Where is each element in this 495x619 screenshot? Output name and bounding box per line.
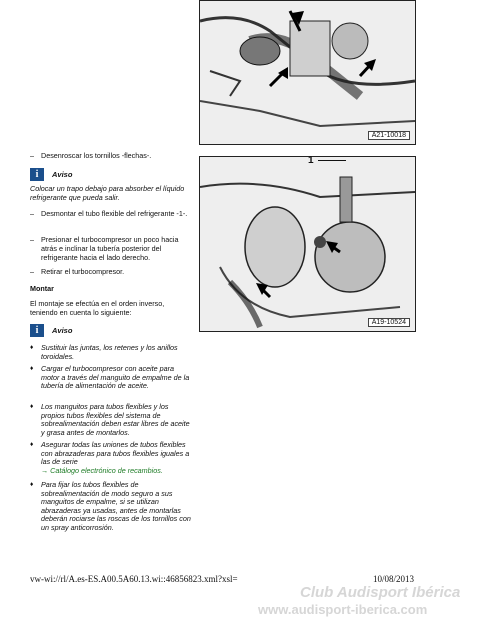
aviso-note [30, 168, 193, 181]
footer-path: vw-wi://rl/A.es-ES.A00.5A60.13.wi::46856823.xml?xsl= [30, 574, 238, 584]
figure-turbo-coolant-drawing [200, 157, 415, 331]
info-icon: i [30, 168, 44, 181]
step-text: – Desenroscar los tornillos -flechas-. [41, 151, 152, 160]
bullet-text: ♦ Cargar el turbocompresor con aceite para motor a través del manguito de empalme de la tubería de alimentación de aceite. [41, 364, 190, 391]
aviso-title: Aviso [52, 170, 73, 179]
step-unscrew [30, 151, 193, 160]
section-heading: Montar [30, 284, 54, 293]
watermark-title: Club Audisport Ibérica [300, 584, 461, 601]
section-intro: El montaje se efectúa en el orden inverso, teniendo en cuenta lo siguiente: [30, 299, 165, 317]
bullet-item [30, 441, 193, 475]
watermark-url: www.audisport-iberica.com [258, 602, 428, 617]
step-text: – Retirar el turbocompresor. [41, 267, 125, 276]
aviso-note-2 [30, 324, 193, 337]
step-text: – Desmontar el tubo flexible del refrigerante -1-. [41, 209, 188, 218]
aviso-text: Colocar un trapo debajo para absorber el líquido refrigerante que pueda salir. [30, 184, 185, 202]
bullet-item [30, 403, 193, 437]
figure-turbo-coolant [199, 156, 416, 332]
bullet-item [30, 481, 193, 533]
bullet-text: ♦ Sustituir las juntas, los retenes y los anillos toroidales. [41, 343, 178, 361]
bullet-text: ♦ Los manguitos para tubos flexibles y los propios tubos flexibles del sistema de sobrealimentación deben estar libres de aceite y grasa antes de montarlos. [41, 402, 190, 437]
bullet-item [30, 344, 193, 361]
callout-1: 1 [308, 155, 314, 166]
step-text: – Presionar el turbocompresor un poco hacia atrás e inclinar la tubería posterior del refrigerante hacia el lado derecho. [41, 235, 179, 262]
step-remove-hose [30, 209, 193, 218]
bullet-item [30, 365, 193, 391]
figure-code: A19-10524 [368, 318, 410, 327]
bullet-text: ♦ Para fijar los tubos flexibles de sobrealimentación de modo seguro a sus manguitos de empalme, si se utilizan abrazaderas ya usadas, antes de montarlas deberán rociarse las roscas de los tornillos con un spray anticorrosión. [41, 480, 191, 532]
figure-turbo-top [199, 0, 416, 145]
catalog-link[interactable]: → Catálogo electrónico de recambios. [41, 465, 163, 475]
bullet-text-main: Asegurar todas las uniones de tubos flexibles con abrazaderas para tubos flexibles iguales a las de serie [41, 440, 190, 467]
info-icon: i [30, 324, 44, 337]
figure-code: A21-10018 [368, 131, 410, 140]
bullet-text [30, 441, 193, 475]
step-press-turbo [30, 235, 193, 262]
figure-turbo-top-drawing [200, 1, 415, 144]
aviso-title: Aviso [52, 326, 73, 335]
step-remove-turbo [30, 267, 193, 276]
callout-leader [318, 160, 346, 161]
footer-date: 10/08/2013 [373, 574, 415, 584]
